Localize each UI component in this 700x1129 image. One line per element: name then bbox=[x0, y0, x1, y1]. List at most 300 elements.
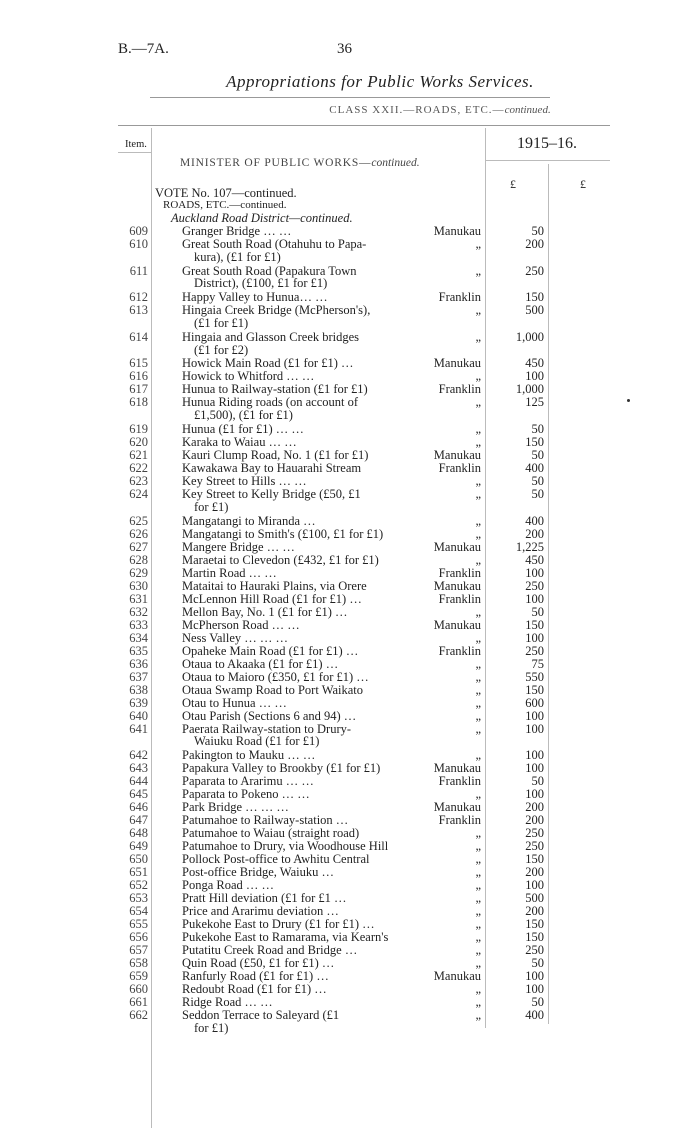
roads-heading: ROADS, ETC.—continued. bbox=[163, 199, 287, 211]
item-number: 619 bbox=[129, 422, 148, 436]
item-description-line: Ridge Road … … bbox=[182, 995, 273, 1010]
item-district: „ bbox=[475, 930, 481, 945]
item-description-line: Pratt Hill deviation (£1 for £1 … bbox=[182, 891, 347, 906]
item-description bbox=[182, 238, 400, 263]
item-number: 654 bbox=[129, 904, 148, 919]
item-description bbox=[182, 762, 400, 775]
item-description-line: Otaua to Akaaka (£1 for £1) … bbox=[182, 656, 339, 671]
item-description-line: Opaheke Main Road (£1 for £1) … bbox=[182, 643, 359, 658]
column-rule bbox=[485, 160, 610, 161]
item-number: 623 bbox=[129, 474, 148, 488]
item-description-line: Otau Parish (Sections 6 and 94) … bbox=[182, 708, 357, 723]
item-description bbox=[182, 541, 400, 554]
item-description bbox=[182, 515, 400, 528]
item-district: „ bbox=[475, 956, 481, 971]
item-description bbox=[182, 632, 400, 645]
item-description-line: Papakura Valley to Brookby (£1 for £1) bbox=[182, 761, 381, 776]
item-number: 647 bbox=[129, 813, 148, 828]
item-description bbox=[182, 944, 400, 957]
item-amount: 100 bbox=[525, 761, 544, 776]
item-amount: 450 bbox=[525, 552, 544, 567]
item-district: Manukau bbox=[433, 448, 481, 462]
column-divider bbox=[485, 128, 486, 1028]
item-district: „ bbox=[475, 237, 481, 251]
item-number: 615 bbox=[129, 356, 148, 371]
item-district: „ bbox=[475, 1008, 481, 1023]
item-number: 639 bbox=[129, 695, 148, 710]
item-amount: 100 bbox=[525, 969, 544, 984]
item-district: „ bbox=[475, 369, 481, 384]
item-description bbox=[182, 606, 400, 619]
item-amount: 150 bbox=[525, 852, 544, 867]
item-description-continuation: £1,500), (£1 for £1) bbox=[194, 408, 293, 423]
item-district: Franklin bbox=[438, 565, 481, 580]
item-description-line: Granger Bridge … … bbox=[182, 224, 292, 238]
item-description bbox=[182, 370, 400, 383]
item-description-line: Post-office Bridge, Waiuku … bbox=[182, 865, 334, 880]
item-description-line: Ponga Road … … bbox=[182, 878, 275, 893]
item-amount: 100 bbox=[525, 878, 544, 893]
item-description bbox=[182, 567, 400, 580]
item-number: 630 bbox=[129, 578, 148, 593]
item-description-line: Hingaia Creek Bridge (McPherson's), bbox=[182, 303, 371, 318]
item-description-line: Patumahoe to Drury, via Woodhouse Hill bbox=[182, 839, 389, 854]
item-description bbox=[182, 723, 400, 748]
item-description bbox=[182, 462, 400, 475]
item-amount: 100 bbox=[525, 748, 544, 763]
item-amount: 200 bbox=[525, 813, 544, 828]
item-number: 627 bbox=[129, 539, 148, 554]
item-district: „ bbox=[475, 865, 481, 880]
item-district: „ bbox=[475, 995, 481, 1010]
item-district: „ bbox=[475, 513, 481, 528]
item-description bbox=[182, 892, 400, 905]
item-description-line: Putatitu Creek Road and Bridge … bbox=[182, 943, 358, 958]
item-district: „ bbox=[475, 487, 481, 501]
item-description bbox=[182, 788, 400, 801]
item-number: 624 bbox=[129, 487, 148, 501]
item-district: „ bbox=[475, 395, 481, 410]
item-description-line: Otaua Swamp Road to Port Waikato bbox=[182, 682, 364, 697]
item-description-line: Hunua to Railway-station (£1 for £1) bbox=[182, 382, 368, 397]
item-district: Franklin bbox=[438, 813, 481, 828]
item-amount: 250 bbox=[525, 263, 544, 278]
item-description bbox=[182, 918, 400, 931]
item-number: 621 bbox=[129, 448, 148, 462]
item-amount: 100 bbox=[525, 591, 544, 606]
item-amount: 50 bbox=[531, 487, 544, 501]
item-district: „ bbox=[475, 891, 481, 906]
item-district: „ bbox=[475, 708, 481, 723]
item-district: „ bbox=[475, 826, 481, 841]
item-number: 633 bbox=[129, 617, 148, 632]
item-description bbox=[182, 593, 400, 606]
item-number: 645 bbox=[129, 787, 148, 802]
item-amount: 200 bbox=[525, 800, 544, 815]
item-number: 662 bbox=[129, 1008, 148, 1023]
item-number: 629 bbox=[129, 565, 148, 580]
item-district: „ bbox=[475, 982, 481, 997]
item-description bbox=[182, 580, 400, 593]
district-heading: Auckland Road District—continued. bbox=[171, 211, 353, 225]
item-amount: 50 bbox=[531, 474, 544, 488]
item-district: Manukau bbox=[433, 617, 481, 632]
item-description bbox=[182, 996, 400, 1009]
item-amount: 50 bbox=[531, 774, 544, 789]
item-amount: 250 bbox=[525, 643, 544, 658]
item-number: 609 bbox=[129, 224, 148, 238]
item-amount: 100 bbox=[525, 708, 544, 723]
item-amount: 1,000 bbox=[515, 329, 544, 344]
item-description bbox=[182, 879, 400, 892]
item-description-continuation: for £1) bbox=[194, 1020, 229, 1035]
item-description-line: Mellon Bay, No. 1 (£1 for £1) … bbox=[182, 604, 348, 619]
item-description bbox=[182, 671, 400, 684]
item-amount: 1,225 bbox=[515, 539, 544, 554]
item-number: 613 bbox=[129, 303, 148, 318]
item-district: „ bbox=[475, 422, 481, 436]
item-district: „ bbox=[475, 656, 481, 671]
item-number: 612 bbox=[129, 290, 148, 305]
item-description-line: Pukekohe East to Drury (£1 for £1) … bbox=[182, 917, 375, 932]
item-number: 646 bbox=[129, 800, 148, 815]
item-description-line: Howick Main Road (£1 for £1) … bbox=[182, 356, 354, 371]
item-district: „ bbox=[475, 303, 481, 318]
item-description bbox=[182, 710, 400, 723]
item-number: 644 bbox=[129, 774, 148, 789]
item-description-line: Great South Road (Papakura Town bbox=[182, 263, 357, 278]
item-district: Franklin bbox=[438, 591, 481, 606]
currency-symbol: £ bbox=[580, 177, 586, 191]
item-description-line: Otaua to Maioro (£350, £1 for £1) … bbox=[182, 669, 369, 684]
item-description-line: Paerata Railway-station to Drury- bbox=[182, 721, 352, 736]
item-description bbox=[182, 619, 400, 632]
item-district: „ bbox=[475, 604, 481, 619]
item-description bbox=[182, 866, 400, 879]
item-number: 642 bbox=[129, 748, 148, 763]
item-amount: 125 bbox=[525, 395, 544, 410]
item-number: 634 bbox=[129, 630, 148, 645]
item-amount: 150 bbox=[525, 682, 544, 697]
item-district: Franklin bbox=[438, 290, 481, 305]
item-amount: 150 bbox=[525, 617, 544, 632]
item-amount: 450 bbox=[525, 356, 544, 371]
item-district: „ bbox=[475, 552, 481, 567]
item-amount: 100 bbox=[525, 982, 544, 997]
item-amount: 50 bbox=[531, 224, 544, 238]
item-description bbox=[182, 970, 400, 983]
ministry-heading-continued: continued. bbox=[371, 157, 420, 169]
item-description bbox=[182, 749, 400, 762]
item-district: „ bbox=[475, 695, 481, 710]
item-description bbox=[182, 331, 400, 356]
item-description-line: Kauri Clump Road, No. 1 (£1 for £1) bbox=[182, 448, 369, 462]
column-rule bbox=[118, 152, 152, 153]
item-district: „ bbox=[475, 329, 481, 344]
item-description-line: Karaka to Waiau … … bbox=[182, 435, 297, 449]
item-amount: 100 bbox=[525, 721, 544, 736]
item-description-line: Pollock Post-office to Awhitu Central bbox=[182, 852, 370, 867]
item-description bbox=[182, 1009, 400, 1034]
vote-heading: VOTE No. 107—continued. bbox=[155, 186, 297, 200]
item-amount: 100 bbox=[525, 369, 544, 384]
item-district: „ bbox=[475, 526, 481, 541]
item-district: „ bbox=[475, 943, 481, 958]
item-amount: 150 bbox=[525, 917, 544, 932]
item-district: „ bbox=[475, 669, 481, 684]
item-number: 632 bbox=[129, 604, 148, 619]
item-district: „ bbox=[475, 263, 481, 278]
item-number: 611 bbox=[129, 263, 148, 278]
item-description-line: Pakington to Mauku … … bbox=[182, 748, 316, 763]
item-district: Manukau bbox=[433, 761, 481, 776]
page-title bbox=[0, 72, 700, 92]
item-number: 635 bbox=[129, 643, 148, 658]
item-amount: 100 bbox=[525, 787, 544, 802]
item-amount: 250 bbox=[525, 578, 544, 593]
item-description bbox=[182, 304, 400, 329]
item-number: 652 bbox=[129, 878, 148, 893]
item-amount: 50 bbox=[531, 995, 544, 1010]
item-description bbox=[182, 291, 400, 304]
item-description bbox=[182, 697, 400, 710]
item-district: „ bbox=[475, 435, 481, 449]
item-description-line: Mangatangi to Smith's (£100, £1 for £1) bbox=[182, 526, 384, 541]
item-description bbox=[182, 554, 400, 567]
item-description-line: McPherson Road … … bbox=[182, 617, 300, 632]
item-amount: 100 bbox=[525, 565, 544, 580]
item-amount: 50 bbox=[531, 448, 544, 462]
item-description-line: Howick to Whitford … … bbox=[182, 369, 315, 384]
item-description bbox=[182, 488, 400, 513]
item-number: 614 bbox=[129, 329, 148, 344]
item-district: Manukau bbox=[433, 969, 481, 984]
item-number: 626 bbox=[129, 526, 148, 541]
item-description-line: Ness Valley … … … bbox=[182, 630, 289, 645]
item-description-line: Martin Road … … bbox=[182, 565, 277, 580]
ministry-heading bbox=[180, 157, 420, 169]
item-description bbox=[182, 658, 400, 671]
column-header-year: 1915–16. bbox=[517, 135, 577, 152]
class-heading bbox=[0, 104, 700, 116]
item-amount: 75 bbox=[531, 656, 544, 671]
item-number: 618 bbox=[129, 395, 148, 410]
item-description-line: Mataitai to Hauraki Plains, via Orere bbox=[182, 578, 367, 593]
item-description bbox=[182, 840, 400, 853]
item-district: „ bbox=[475, 917, 481, 932]
item-district: „ bbox=[475, 748, 481, 763]
item-description-line: McLennon Hill Road (£1 for £1) … bbox=[182, 591, 362, 606]
item-amount: 550 bbox=[525, 669, 544, 684]
item-district: Manukau bbox=[433, 224, 481, 238]
item-number: 648 bbox=[129, 826, 148, 841]
item-number: 641 bbox=[129, 721, 148, 736]
item-description-line: Redoubt Road (£1 for £1) … bbox=[182, 982, 327, 997]
item-amount: 200 bbox=[525, 904, 544, 919]
item-district: Manukau bbox=[433, 356, 481, 371]
item-district: Franklin bbox=[438, 382, 481, 397]
item-number: 657 bbox=[129, 943, 148, 958]
item-description bbox=[182, 423, 400, 436]
item-description bbox=[182, 931, 400, 944]
item-district: „ bbox=[475, 878, 481, 893]
item-description bbox=[182, 983, 400, 996]
item-description-line: Paparata to Ararimu … … bbox=[182, 774, 314, 789]
item-amount: 250 bbox=[525, 943, 544, 958]
class-heading-text: CLASS XXII.—ROADS, ETC.— bbox=[329, 104, 505, 116]
item-amount: 200 bbox=[525, 526, 544, 541]
item-description-line: Ranfurly Road (£1 for £1) … bbox=[182, 969, 329, 984]
item-description bbox=[182, 449, 400, 462]
item-description bbox=[182, 645, 400, 658]
item-amount: 400 bbox=[525, 461, 544, 475]
item-amount: 400 bbox=[525, 1008, 544, 1023]
item-description-line: Seddon Terrace to Saleyard (£1 bbox=[182, 1008, 340, 1023]
item-description-line: Hingaia and Glasson Creek bridges bbox=[182, 329, 360, 344]
item-description-continuation: District), (£100, £1 for £1) bbox=[194, 276, 328, 291]
item-description-line: Key Street to Hills … … bbox=[182, 474, 307, 488]
item-amount: 250 bbox=[525, 839, 544, 854]
item-description bbox=[182, 957, 400, 970]
currency-symbol: £ bbox=[510, 177, 516, 191]
item-number: 637 bbox=[129, 669, 148, 684]
item-description-line: Key Street to Kelly Bridge (£50, £1 bbox=[182, 487, 361, 501]
item-number: 625 bbox=[129, 513, 148, 528]
item-description-continuation: (£1 for £2) bbox=[194, 342, 249, 357]
column-header-item: Item. bbox=[125, 139, 147, 150]
item-description bbox=[182, 475, 400, 488]
item-amount: 200 bbox=[525, 237, 544, 251]
column-divider bbox=[151, 128, 152, 1128]
item-description-line: Kawakawa Bay to Hauarahi Stream bbox=[182, 461, 362, 475]
item-district: „ bbox=[475, 630, 481, 645]
item-description bbox=[182, 225, 400, 238]
item-description bbox=[182, 775, 400, 788]
item-number: 640 bbox=[129, 708, 148, 723]
item-amount: 100 bbox=[525, 630, 544, 645]
class-heading-continued: continued. bbox=[504, 104, 551, 116]
title-rule bbox=[150, 97, 550, 98]
item-number: 658 bbox=[129, 956, 148, 971]
item-description-continuation: for £1) bbox=[194, 499, 229, 514]
item-amount: 50 bbox=[531, 422, 544, 436]
item-description-line: Patumahoe to Waiau (straight road) bbox=[182, 826, 360, 841]
item-number: 650 bbox=[129, 852, 148, 867]
item-amount: 600 bbox=[525, 695, 544, 710]
item-amount: 150 bbox=[525, 290, 544, 305]
item-district: Manukau bbox=[433, 800, 481, 815]
item-number: 649 bbox=[129, 839, 148, 854]
header-rule bbox=[118, 125, 610, 126]
item-number: 617 bbox=[129, 382, 148, 397]
item-description-line: Hunua Riding roads (on account of bbox=[182, 395, 359, 410]
item-number: 661 bbox=[129, 995, 148, 1010]
item-amount: 50 bbox=[531, 956, 544, 971]
item-number: 631 bbox=[129, 591, 148, 606]
item-description-line: Great South Road (Otahuhu to Papa- bbox=[182, 237, 367, 251]
item-number: 620 bbox=[129, 435, 148, 449]
item-description-line: Happy Valley to Hunua… … bbox=[182, 290, 328, 305]
item-description-line: Patumahoe to Railway-station … bbox=[182, 813, 349, 828]
item-description-line: Otau to Hunua … … bbox=[182, 695, 287, 710]
item-description-line: Mangatangi to Miranda … bbox=[182, 513, 316, 528]
item-amount: 150 bbox=[525, 435, 544, 449]
item-amount: 150 bbox=[525, 930, 544, 945]
page-reference: B.—7A. bbox=[118, 41, 169, 57]
item-description-line: Hunua (£1 for £1) … … bbox=[182, 422, 304, 436]
item-description-line: Mangere Bridge … … bbox=[182, 539, 295, 554]
item-description-line: Quin Road (£50, £1 for £1) … bbox=[182, 956, 335, 971]
column-divider bbox=[548, 164, 549, 1024]
item-description bbox=[182, 853, 400, 866]
item-district: „ bbox=[475, 852, 481, 867]
item-district: Franklin bbox=[438, 461, 481, 475]
item-number: 656 bbox=[129, 930, 148, 945]
page-title-text: Appropriations for Public Works Services. bbox=[226, 72, 534, 91]
item-amount: 500 bbox=[525, 303, 544, 318]
item-district: „ bbox=[475, 474, 481, 488]
item-amount: 400 bbox=[525, 513, 544, 528]
item-amount: 50 bbox=[531, 604, 544, 619]
item-description-continuation: (£1 for £1) bbox=[194, 315, 249, 330]
item-description bbox=[182, 528, 400, 541]
item-description bbox=[182, 827, 400, 840]
item-number: 653 bbox=[129, 891, 148, 906]
item-amount: 250 bbox=[525, 826, 544, 841]
item-number: 638 bbox=[129, 682, 148, 697]
item-description-continuation: Waiuku Road (£1 for £1) bbox=[194, 734, 320, 749]
item-description-line: Park Bridge … … … bbox=[182, 800, 289, 815]
item-description bbox=[182, 436, 400, 449]
item-district: „ bbox=[475, 839, 481, 854]
item-number: 660 bbox=[129, 982, 148, 997]
ministry-heading-text: MINISTER OF PUBLIC WORKS— bbox=[180, 157, 372, 169]
item-number: 651 bbox=[129, 865, 148, 880]
item-description bbox=[182, 684, 400, 697]
item-number: 659 bbox=[129, 969, 148, 984]
item-district: „ bbox=[475, 787, 481, 802]
item-description bbox=[182, 396, 400, 421]
item-district: „ bbox=[475, 682, 481, 697]
item-description-line: Price and Ararimu deviation … bbox=[182, 904, 339, 919]
page-number: 36 bbox=[337, 41, 352, 57]
item-district: Franklin bbox=[438, 643, 481, 658]
item-number: 643 bbox=[129, 761, 148, 776]
item-amount: 200 bbox=[525, 865, 544, 880]
item-description bbox=[182, 905, 400, 918]
item-description bbox=[182, 801, 400, 814]
item-description-line: Pukekohe East to Ramarama, via Kearn's bbox=[182, 930, 389, 945]
item-description bbox=[182, 265, 400, 290]
item-district: Manukau bbox=[433, 539, 481, 554]
item-description-line: Maraetai to Clevedon (£432, £1 for £1) bbox=[182, 552, 379, 567]
item-number: 636 bbox=[129, 656, 148, 671]
item-amount: 500 bbox=[525, 891, 544, 906]
item-number: 628 bbox=[129, 552, 148, 567]
item-description bbox=[182, 814, 400, 827]
item-description-continuation: kura), (£1 for £1) bbox=[194, 249, 281, 264]
item-number: 622 bbox=[129, 461, 148, 475]
item-district: „ bbox=[475, 721, 481, 736]
item-number: 610 bbox=[129, 237, 148, 251]
item-description bbox=[182, 383, 400, 396]
item-description bbox=[182, 357, 400, 370]
item-number: 655 bbox=[129, 917, 148, 932]
item-description-line: Paparata to Pokeno … … bbox=[182, 787, 310, 802]
scan-speck bbox=[627, 399, 630, 402]
item-number: 616 bbox=[129, 369, 148, 384]
item-district: Manukau bbox=[433, 578, 481, 593]
